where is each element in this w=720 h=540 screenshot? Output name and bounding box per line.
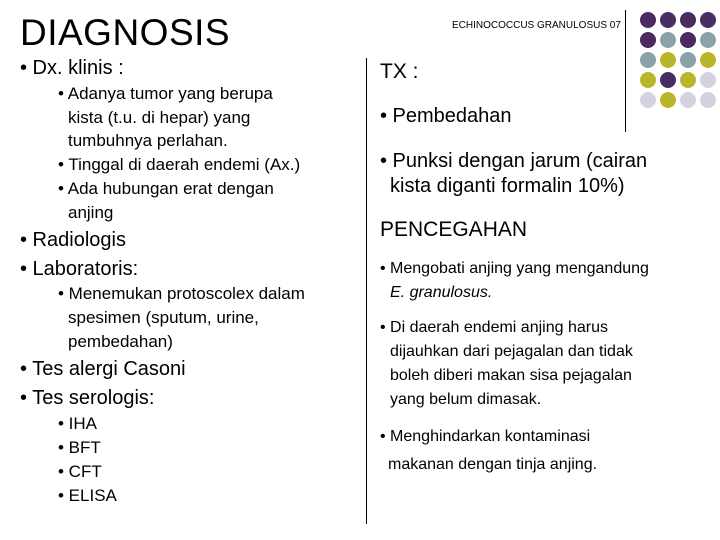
decorative-dot <box>640 72 656 88</box>
decorative-dot <box>640 92 656 108</box>
tes-serologis-item: • Tes serologis: <box>20 387 155 409</box>
tx-item: kista diganti formalin 10%) <box>390 175 625 197</box>
prevention-item: dijauhkan dari pejagalan dan tidak <box>390 343 633 360</box>
decorative-dot <box>700 92 716 108</box>
serologis-item: • IHA <box>58 414 98 433</box>
decorative-dot <box>680 32 696 48</box>
lab-item: • Menemukan protoscolex dalam <box>58 284 305 303</box>
dx-item: • Adanya tumor yang berupa <box>58 84 273 103</box>
lab-item: pembedahan) <box>68 332 173 351</box>
decorative-dot <box>700 52 716 68</box>
decorative-dot <box>640 32 656 48</box>
tx-heading: TX : <box>380 60 419 83</box>
serologis-item: • ELISA <box>58 486 117 505</box>
prevention-item: • Di daerah endemi anjing harus <box>380 319 608 336</box>
column-divider <box>366 58 367 524</box>
decorative-dot <box>640 52 656 68</box>
decorative-dot <box>700 32 716 48</box>
lab-item: spesimen (sputum, urine, <box>68 308 259 327</box>
header-topic: ECHINOCOCCUS GRANULOSUS 07 <box>452 20 621 31</box>
decorative-dot <box>700 12 716 28</box>
pencegahan-heading: PENCEGAHAN <box>380 218 528 241</box>
serologis-item: • BFT <box>58 438 101 457</box>
decorative-dot <box>660 12 676 28</box>
dx-item: kista (t.u. di hepar) yang <box>68 108 251 127</box>
prevention-item: • Mengobati anjing yang mengandung <box>380 260 649 277</box>
tx-item: • Pembedahan <box>380 105 512 127</box>
decorative-dot <box>680 72 696 88</box>
tes-alergi-item: • Tes alergi Casoni <box>20 358 186 380</box>
decorative-dot <box>680 92 696 108</box>
serologis-item: • CFT <box>58 462 102 481</box>
radiologis-item: • Radiologis <box>20 229 126 251</box>
laboratoris-item: • Laboratoris: <box>20 258 139 280</box>
prevention-item: makanan dengan tinja anjing. <box>388 456 598 473</box>
dx-item: • Ada hubungan erat dengan <box>58 179 274 198</box>
prevention-item: yang belum dimasak. <box>390 391 542 408</box>
decorative-dot <box>640 12 656 28</box>
decorative-dot <box>660 52 676 68</box>
decorative-dot <box>700 72 716 88</box>
prevention-item: • Menghindarkan kontaminasi <box>380 428 591 445</box>
prevention-item: boleh diberi makan sisa pejagalan <box>390 367 632 384</box>
tx-item: • Punksi dengan jarum (cairan <box>380 150 648 172</box>
decorative-dot <box>680 52 696 68</box>
dx-klinis-heading: • Dx. klinis : <box>20 57 124 79</box>
dx-item: tumbuhnya perlahan. <box>68 131 228 150</box>
decorative-dot <box>660 92 676 108</box>
prevention-item: E. granulosus. <box>390 284 493 301</box>
header-divider <box>625 10 626 132</box>
decorative-dot <box>660 72 676 88</box>
dx-item: • Tinggal di daerah endemi (Ax.) <box>58 155 301 174</box>
decorative-dot <box>680 12 696 28</box>
decorative-dot <box>660 32 676 48</box>
dx-item: anjing <box>68 203 114 222</box>
page-title: DIAGNOSIS <box>20 12 231 53</box>
